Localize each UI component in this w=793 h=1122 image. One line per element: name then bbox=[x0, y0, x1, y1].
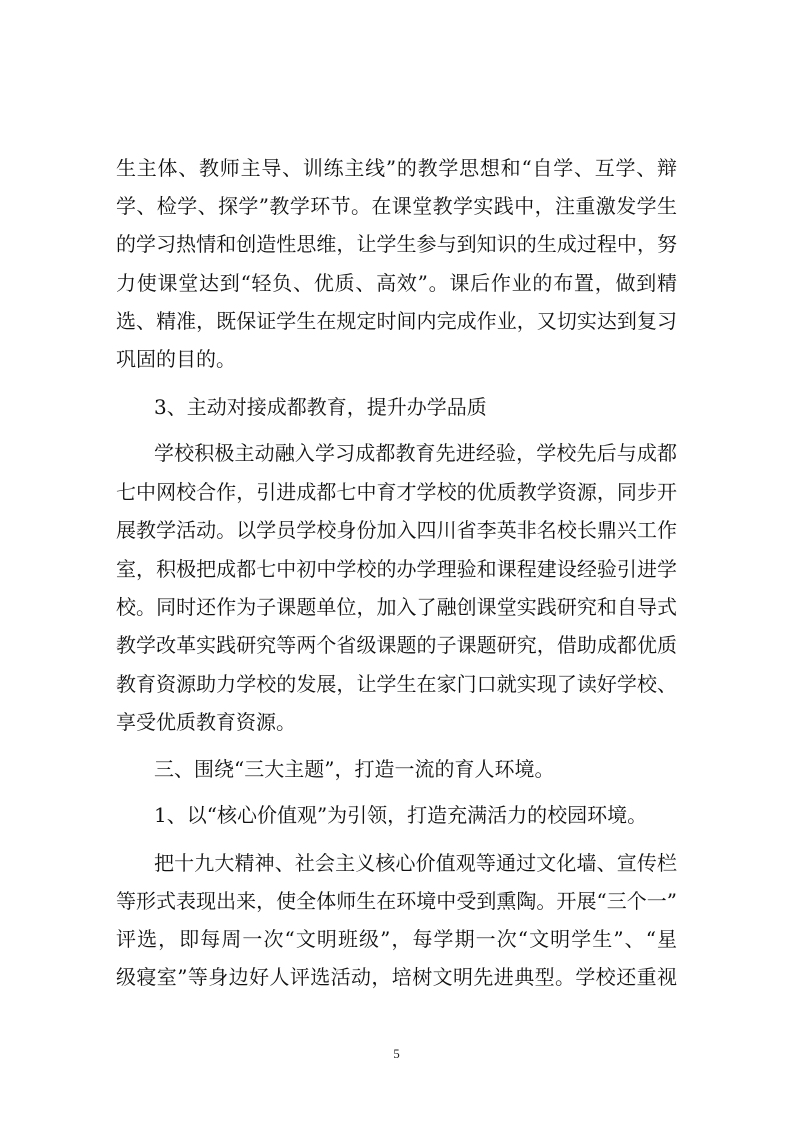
subsection-heading: 1、以“核心价值观”为引领，打造充满活力的校园环境。 bbox=[154, 803, 648, 827]
paragraph-first-line: 把十九大精神、社会主义核心价值观等通过文化墙、宣传栏 bbox=[154, 851, 677, 875]
body-text-line: 级寝室”等身边好人评选活动，培树文明先进典型。学校还重视 bbox=[116, 965, 677, 989]
body-text-line: 评选，即每周一次“文明班级”，每学期一次“文明学生”、“星 bbox=[116, 927, 677, 951]
body-text-line: 等形式表现出来，使全体师生在环境中受到熏陶。开展“三个一” bbox=[116, 889, 677, 913]
body-text-line: 选、精准，既保证学生在规定时间内完成作业，又切实达到复习 bbox=[116, 309, 677, 333]
body-text-line: 展教学活动。以学员学校身份加入四川省李英非名校长鼎兴工作 bbox=[116, 518, 677, 542]
body-text-line: 教学改革实践研究等两个省级课题的子课题研究，借助成都优质 bbox=[116, 633, 677, 657]
body-text-line: 享受优质教育资源。 bbox=[116, 710, 296, 734]
body-text-line: 力使课堂达到“轻负、优质、高效”。课后作业的布置，做到精 bbox=[116, 271, 677, 295]
section-heading: 三、围绕“三大主题”，打造一流的育人环境。 bbox=[154, 757, 555, 781]
body-text-line: 生主体、教师主导、训练主线”的教学思想和“自学、互学、辩 bbox=[116, 156, 677, 180]
body-text-line: 巩固的目的。 bbox=[116, 347, 236, 371]
page-number: 5 bbox=[393, 1046, 400, 1061]
body-text-line: 教育资源助力学校的发展，让学生在家门口就实现了读好学校、 bbox=[116, 672, 677, 696]
paragraph-first-line: 学校积极主动融入学习成都教育先进经验，学校先后与成都 bbox=[154, 441, 677, 465]
body-text-line: 室，积极把成都七中初中学校的办学理验和课程建设经验引进学 bbox=[116, 557, 677, 581]
body-text-line: 的学习热情和创造性思维，让学生参与到知识的生成过程中，努 bbox=[116, 232, 677, 256]
body-text-line: 学、检学、探学”教学环节。在课堂教学实践中，注重激发学生 bbox=[116, 194, 677, 218]
body-text-line: 七中网校合作，引进成都七中育才学校的优质教学资源，同步开 bbox=[116, 480, 677, 504]
body-text-line: 校。同时还作为子课题单位，加入了融创课堂实践研究和自导式 bbox=[116, 595, 677, 619]
section-heading: 3、主动对接成都教育，提升办学品质 bbox=[154, 395, 487, 419]
